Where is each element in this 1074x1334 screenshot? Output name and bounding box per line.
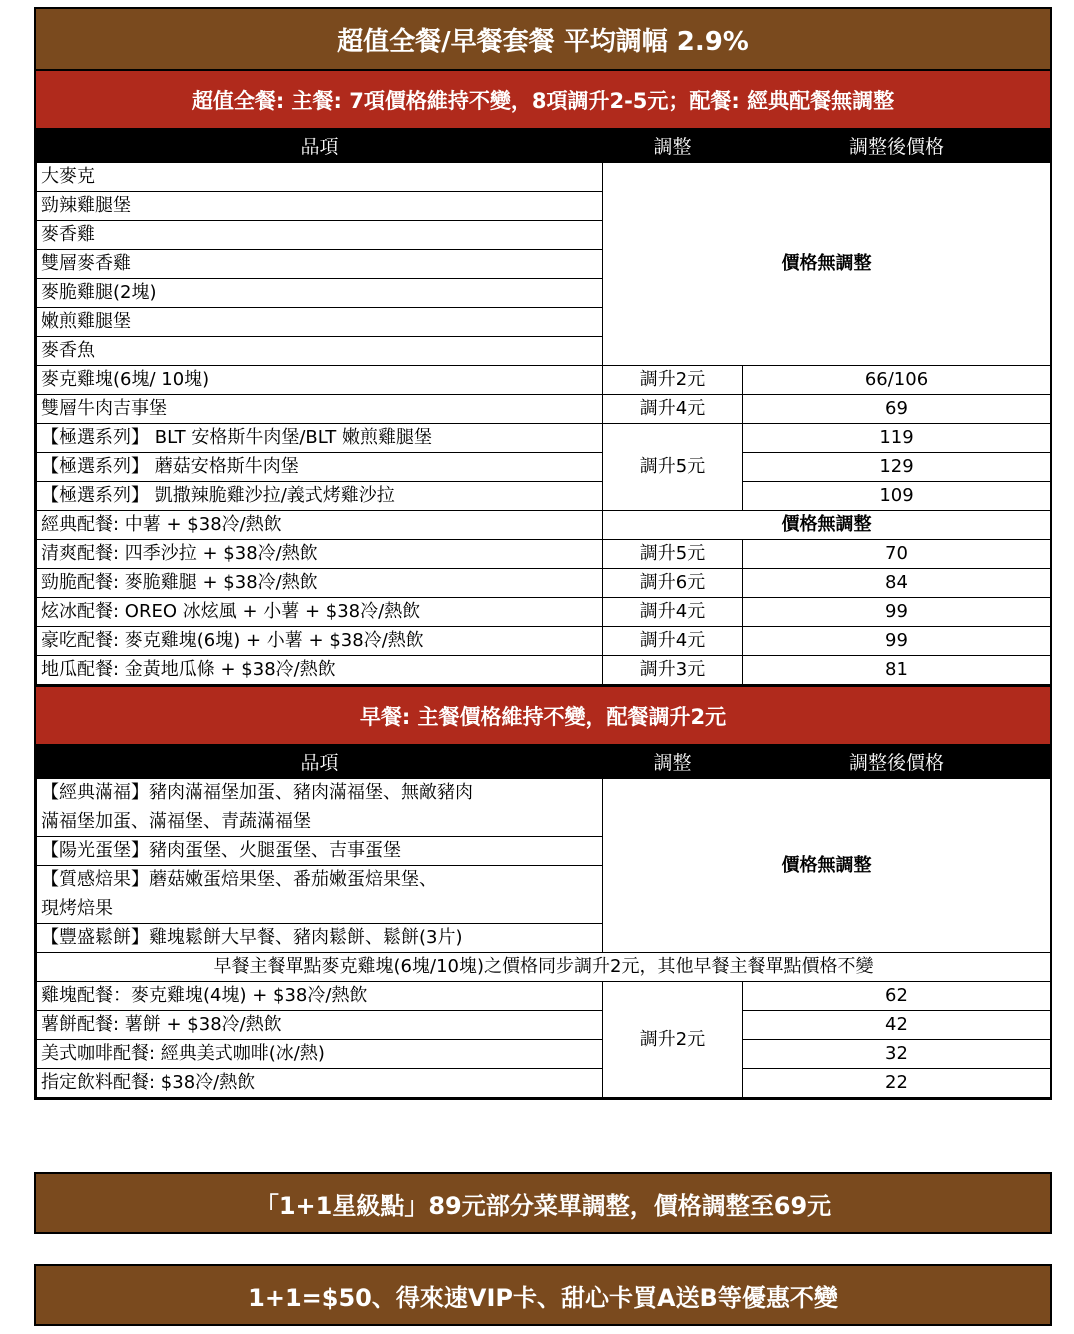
- item-cell: 雞塊配餐：麥克雞塊(4塊) + $38冷/熱飲: [37, 982, 603, 1011]
- adjust-cell: 調升4元: [603, 627, 743, 656]
- col-header-item: 品項: [37, 131, 603, 163]
- table-row: [37, 395, 1051, 424]
- table-row: [37, 779, 1051, 808]
- adjust-cell: 調升5元: [603, 424, 743, 511]
- table-row: [37, 453, 1051, 482]
- item-cell: 現烤焙果: [37, 895, 603, 924]
- no-change-cell: 價格無調整: [603, 511, 1051, 540]
- note-row: [37, 953, 1051, 982]
- item-cell: 麥克雞塊(6塊/ 10塊): [37, 366, 603, 395]
- item-cell: 麥香雞: [37, 221, 603, 250]
- item-cell: 勁脆配餐: 麥脆雞腿 + $38冷/熱飲: [37, 569, 603, 598]
- table-row: [37, 1011, 1051, 1040]
- table-row: [37, 163, 1051, 192]
- item-cell: 美式咖啡配餐: 經典美式咖啡(冰/熱): [37, 1040, 603, 1069]
- item-cell: 【陽光蛋堡】豬肉蛋堡、火腿蛋堡、吉事蛋堡: [37, 837, 603, 866]
- table-row: [37, 1040, 1051, 1069]
- section2-table: [36, 746, 1051, 1098]
- price-cell: 69: [743, 395, 1051, 424]
- adjust-cell: 調升5元: [603, 540, 743, 569]
- item-cell: 大麥克: [37, 163, 603, 192]
- adjust-cell: 調升2元: [603, 982, 743, 1098]
- table-row: [37, 482, 1051, 511]
- item-cell: 【豐盛鬆餅】雞塊鬆餅大早餐、豬肉鬆餅、鬆餅(3片): [37, 924, 603, 953]
- price-cell: 99: [743, 627, 1051, 656]
- item-cell: 【質感焙果】蘑菇嫩蛋焙果堡、番茄嫩蛋焙果堡、: [37, 866, 603, 895]
- item-cell: 薯餅配餐: 薯餅 + $38冷/熱飲: [37, 1011, 603, 1040]
- item-cell: 【極選系列】 BLT 安格斯牛肉堡/BLT 嫩煎雞腿堡: [37, 424, 603, 453]
- item-cell: 勁辣雞腿堡: [37, 192, 603, 221]
- item-cell: 清爽配餐: 四季沙拉 + $38冷/熱飲: [37, 540, 603, 569]
- table-row: [37, 569, 1051, 598]
- table-row: [37, 424, 1051, 453]
- section2-heading: 早餐: 主餐價格維持不變，配餐調升2元: [36, 685, 1050, 746]
- item-cell: 【極選系列】 凱撒辣脆雞沙拉/義式烤雞沙拉: [37, 482, 603, 511]
- col-header-adjust: 調整: [603, 747, 743, 779]
- adjust-cell: 調升4元: [603, 395, 743, 424]
- table-row: [37, 656, 1051, 685]
- adjust-cell: 調升3元: [603, 656, 743, 685]
- price-cell: 119: [743, 424, 1051, 453]
- col-header-adjust: 調整: [603, 131, 743, 163]
- banner-promotions: 1+1=$50、得來速VIP卡、甜心卡買A送B等優惠不變: [34, 1264, 1052, 1326]
- price-cell: 42: [743, 1011, 1051, 1040]
- col-header-price: 調整後價格: [743, 131, 1051, 163]
- price-cell: 32: [743, 1040, 1051, 1069]
- adjust-cell: 調升6元: [603, 569, 743, 598]
- adjust-cell: 調升4元: [603, 598, 743, 627]
- table-row: [37, 540, 1051, 569]
- item-cell: 經典配餐: 中薯 + $38冷/熱飲: [37, 511, 603, 540]
- price-adjustment-table: [34, 7, 1052, 1100]
- adjust-cell: 調升2元: [603, 366, 743, 395]
- item-cell: 地瓜配餐: 金黃地瓜條 + $38冷/熱飲: [37, 656, 603, 685]
- item-cell: 麥香魚: [37, 337, 603, 366]
- item-cell: 雙層麥香雞: [37, 250, 603, 279]
- price-cell: 62: [743, 982, 1051, 1011]
- item-cell: 指定飲料配餐: $38冷/熱飲: [37, 1069, 603, 1098]
- page-title: 超值全餐/早餐套餐 平均調幅 2.9%: [36, 9, 1050, 71]
- note-cell: 早餐主餐單點麥克雞塊(6塊/10塊)之價格同步調升2元，其他早餐主餐單點價格不變: [37, 953, 1051, 982]
- section1-heading: 超值全餐: 主餐: 7項價格維持不變，8項調升2-5元；配餐: 經典配餐無調整: [36, 71, 1050, 130]
- no-change-cell: 價格無調整: [603, 163, 1051, 366]
- item-cell: 雙層牛肉吉事堡: [37, 395, 603, 424]
- table-row: [37, 511, 1051, 540]
- item-cell: 滿福堡加蛋、滿福堡、青蔬滿福堡: [37, 808, 603, 837]
- header-row: [37, 747, 1051, 779]
- item-cell: 麥脆雞腿(2塊): [37, 279, 603, 308]
- no-change-cell: 價格無調整: [603, 779, 1051, 953]
- col-header-price: 調整後價格: [743, 747, 1051, 779]
- price-cell: 70: [743, 540, 1051, 569]
- price-cell: 84: [743, 569, 1051, 598]
- table-row: [37, 598, 1051, 627]
- price-cell: 22: [743, 1069, 1051, 1098]
- item-cell: 炫冰配餐: OREO 冰炫風 + 小薯 + $38冷/熱飲: [37, 598, 603, 627]
- price-cell: 129: [743, 453, 1051, 482]
- price-cell: 81: [743, 656, 1051, 685]
- item-cell: 豪吃配餐: 麥克雞塊(6塊) + 小薯 + $38冷/熱飲: [37, 627, 603, 656]
- col-header-item: 品項: [37, 747, 603, 779]
- price-cell: 66/106: [743, 366, 1051, 395]
- item-cell: 【經典滿福】豬肉滿福堡加蛋、豬肉滿福堡、無敵豬肉: [37, 779, 603, 808]
- table-row: [37, 1069, 1051, 1098]
- table-row: [37, 366, 1051, 395]
- table-row: [37, 982, 1051, 1011]
- header-row: [37, 131, 1051, 163]
- price-cell: 109: [743, 482, 1051, 511]
- item-cell: 【極選系列】 蘑菇安格斯牛肉堡: [37, 453, 603, 482]
- table-row: [37, 627, 1051, 656]
- banner-star-menu: 「1+1星級點」89元部分菜單調整，價格調整至69元: [34, 1172, 1052, 1234]
- item-cell: 嫩煎雞腿堡: [37, 308, 603, 337]
- section1-table: [36, 130, 1051, 685]
- price-cell: 99: [743, 598, 1051, 627]
